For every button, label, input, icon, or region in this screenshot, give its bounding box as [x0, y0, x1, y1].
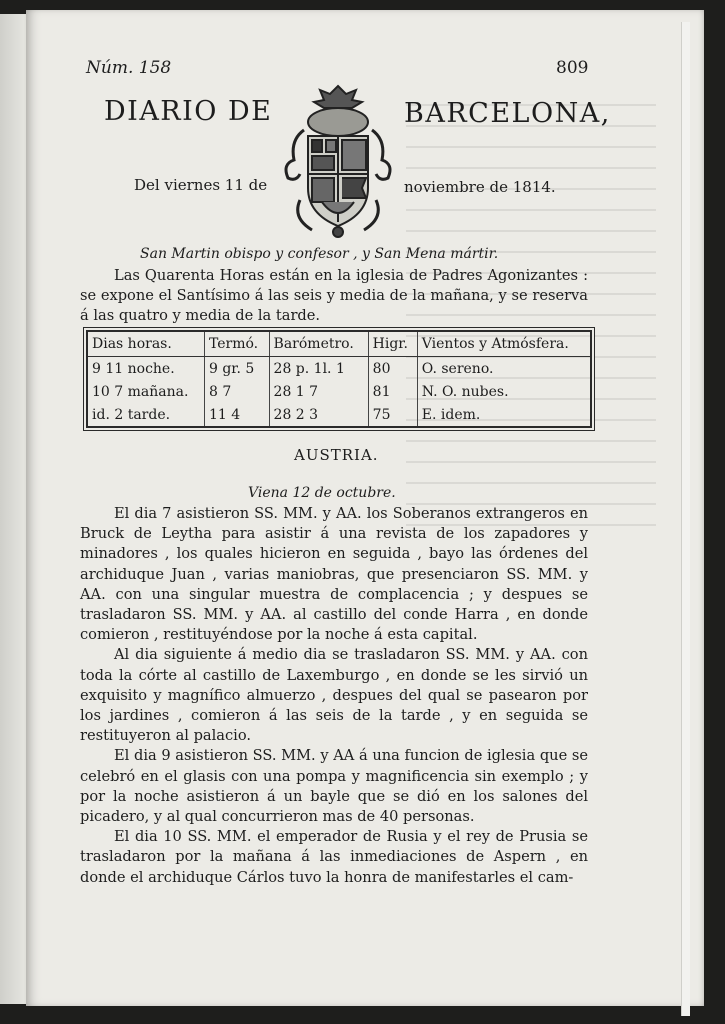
cell: id. 2 tarde.	[88, 403, 204, 426]
cell: 75	[368, 403, 417, 426]
issue-date-right: noviembre de 1814.	[404, 178, 556, 196]
cell: 28 1 7	[269, 380, 368, 403]
col-hygrometer: Higr.	[368, 332, 417, 357]
cell: 8 7	[204, 380, 269, 403]
cell: E. idem.	[421, 406, 481, 423]
cell: 9 11 noche.	[88, 357, 204, 381]
cell: O. sereno.	[421, 360, 494, 377]
article-dateline: Viena 12 de octubre.	[248, 485, 396, 501]
page-number: 809	[556, 58, 589, 78]
cell: 28 2 3	[269, 403, 368, 426]
col-barometer: Barómetro.	[269, 332, 368, 357]
cell: N. O. nubes.	[421, 383, 509, 400]
paragraph: El dia 7 asistieron SS. MM. y AA. los Soberanos extrangeros en Bruck de Leytha para asistir á una revista de los zapadores y minadores , los quales hicieron en seguida , bayo las órdenes del archiduque Juan , varias maniobras, que presenciaron SS. MM. y AA. con una singular muestra de complacencia ; y despues se trasladaron SS. MM. y AA. al castillo del conde Harra , en donde comieron , restituyéndose por la noche á esta capital.	[80, 505, 588, 644]
royal-coat-of-arms-icon	[282, 82, 394, 240]
cell: 11 4	[204, 403, 269, 426]
cell: 9 gr. 5	[204, 357, 269, 381]
article-body	[80, 504, 588, 888]
issue-date-left: Del viernes 11 de	[134, 176, 268, 194]
cell: 28 p. 1l. 1	[269, 357, 368, 381]
table-row	[88, 403, 590, 426]
paragraph: El dia 10 SS. MM. el emperador de Rusia y el rey de Prusia se trasladaron por la mañana á las inmediaciones de Aspern , en donde el archiduque Cárlos tuvo la honra de manifestarles el cam-	[80, 828, 588, 886]
cell: 81	[368, 380, 417, 403]
quarenta-horas-notice: Las Quarenta Horas están en la iglesia de Padres Agonizantes : se expone el Santísimo á las seis y media de la mañana, y se reserva á las quatro y media de la tarde.	[80, 267, 588, 325]
weather-table	[86, 330, 592, 428]
issue-number: Núm. 158	[86, 58, 172, 78]
table-row	[88, 357, 590, 381]
col-thermometer: Termó.	[204, 332, 269, 357]
saints-of-the-day: San Martin obispo y confesor , y San Mena mártir.	[140, 246, 499, 262]
cell: 80	[368, 357, 417, 381]
masthead-title-left: DIARIO DE	[104, 96, 273, 127]
cell: 10 7 mañana.	[88, 380, 204, 403]
weather-header-row	[88, 332, 590, 357]
paragraph: Al dia siguiente á medio dia se trasladaron SS. MM. y AA. con toda la córte al castillo de Laxemburgo , en donde se les sirvió un exquisito y magnífico almuerzo , despues del qual se pasearon por los jardines , comieron á las seis de la tarde , y en seguida se restituyeron al palacio.	[80, 646, 588, 745]
page-stack-edge	[681, 22, 690, 1016]
masthead-title-right: BARCELONA,	[404, 98, 611, 129]
paragraph: El dia 9 asistieron SS. MM. y AA á una funcion de iglesia que se celebró en el glasis con una pompa y magnificencia sin exemplo ; y por la noche asistieron á un bayle que se dió en los salones del picadero, y al qual concurrieron mas de 40 personas.	[80, 747, 588, 826]
col-days-hours: Dias horas.	[88, 332, 204, 357]
section-heading: AUSTRIA.	[294, 446, 379, 464]
col-winds: Vientos y Atmósfera.	[417, 332, 590, 357]
table-row	[88, 380, 590, 403]
